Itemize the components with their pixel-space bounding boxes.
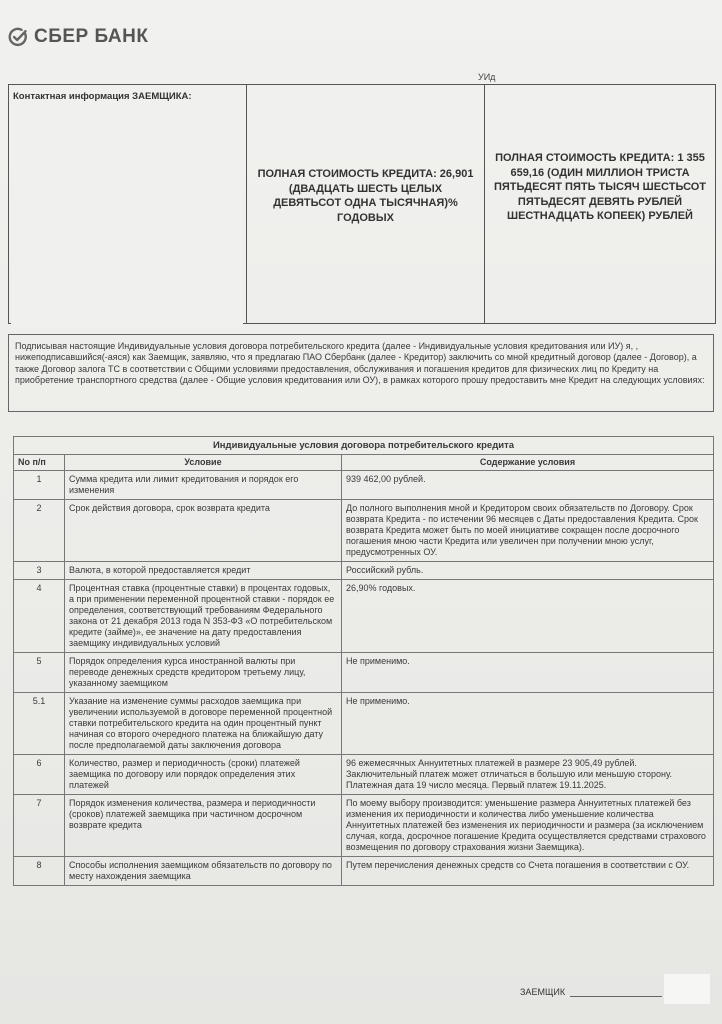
row-condition: Сумма кредита или лимит кредитования и порядок его изменения [65, 471, 342, 500]
table-title: Индивидуальные условия договора потребительского кредита [14, 437, 714, 455]
contact-info-cell [9, 85, 247, 323]
row-content: До полного выполнения мной и Кредитором своих обязательств по Договору. Срок возврата Кредита - по истечении 96 месяцев с Даты предоставления Кредита. Срок возврата Кредита может быть по моей инициативе сокращен после досрочного погашения мною части Кредита или увеличен при получении мною услуг, предусмотренных ОУ. [342, 500, 714, 562]
header-condition: Условие [65, 455, 342, 471]
row-content: Не применимо. [342, 693, 714, 755]
row-condition: Валюта, в которой предоставляется кредит [65, 562, 342, 580]
full-cost-amount-cell [485, 85, 715, 323]
row-condition: Порядок определения курса иностранной валюты при переводе денежных средств кредитором третьему лицу, указанному заемщиком [65, 653, 342, 693]
redacted-signature [664, 974, 710, 1004]
row-condition: Срок действия договора, срок возврата кредита [65, 500, 342, 562]
signature-line [570, 996, 662, 997]
full-cost-percent-cell [247, 85, 485, 323]
header-num: No п/п [14, 455, 65, 471]
table-header-row [14, 455, 714, 471]
full-cost-amount: ПОЛНАЯ СТОИМОСТЬ КРЕДИТА: 1 355 659,16 (ОДИН МИЛЛИОН ТРИСТА ПЯТЬДЕСЯТ ПЯТЬ ТЫСЯЧ ШЕСТЬСОТ ПЯТЬДЕСЯТ ДЕВЯТЬ РУБЛЕЙ ШЕСТНАДЦАТЬ КОПЕЕК) РУБЛЕЙ [493, 152, 707, 222]
row-content: Не применимо. [342, 653, 714, 693]
table-row [14, 500, 714, 562]
row-condition: Количество, размер и периодичность (сроки) платежей заемщика по договору или порядок определения этих платежей [65, 755, 342, 795]
row-num: 7 [14, 795, 65, 857]
row-condition: Порядок изменения количества, размера и периодичности (сроков) платежей заемщика при частичном досрочном возврате кредита [65, 795, 342, 857]
row-num: 1 [14, 471, 65, 500]
row-content: По моему выбору производится: уменьшение размера Аннуитетных платежей без изменения их периодичности и количества либо уменьшение количества Аннуитетных платежей без изменения их периодичности и размера (за исключением случая, когда, досрочное погашение Кредита осуществляется средствами страхового возмещения по договору страхования жизни Заемщика). [342, 795, 714, 857]
borrower-signature-label: ЗАЕМЩИК [520, 987, 566, 997]
table-row [14, 755, 714, 795]
cost-summary-box [8, 84, 716, 324]
table-title-row [14, 437, 714, 455]
row-num: 4 [14, 580, 65, 653]
table-row [14, 580, 714, 653]
sber-check-icon [8, 27, 28, 47]
table-row [14, 857, 714, 886]
table-row [14, 471, 714, 500]
row-condition: Указание на изменение суммы расходов заемщика при увеличении используемой в договоре переменной процентной ставки потребительского кредита на один процентный пункт начиная со второго очередного платежа на ближайшую дату после предполагаемой даты заключения договора [65, 693, 342, 755]
brand-name: СБЕР БАНК [34, 26, 149, 47]
loan-conditions-table [13, 436, 714, 886]
full-cost-percent: ПОЛНАЯ СТОИМОСТЬ КРЕДИТА: 26,901 (ДВАДЦАТЬ ШЕСТЬ ЦЕЛЫХ ДЕВЯТЬСОТ ОДНА ТЫСЯЧНАЯ)% ГОДОВЫХ [257, 168, 474, 224]
table-row [14, 795, 714, 857]
row-num: 3 [14, 562, 65, 580]
redacted-area [11, 105, 243, 327]
row-content: Российский рубль. [342, 562, 714, 580]
row-condition: Процентная ставка (процентные ставки) в процентах годовых, а при применении переменной процентной ставки - порядок ее определения, соответствующий требованиям Федерального закона от 21 декабря 2013 года N 353-ФЗ «О потребительском кредите (займе)», ее значение на дату предоставления заемщику индивидуальных условий [65, 580, 342, 653]
row-content: 96 ежемесячных Аннуитетных платежей в размере 23 905,49 рублей. Заключительный платеж может отличаться в большую или меньшую сторону. Платежная дата 19 число месяца. Первый платеж 19.11.2025. [342, 755, 714, 795]
table-row [14, 653, 714, 693]
row-num: 5 [14, 653, 65, 693]
intro-paragraph: Подписывая настоящие Индивидуальные условия договора потребительского кредита (далее - Индивидуальные условия кредитования или ИУ) я, , нижеподписавшийся(-аяся) как Заемщик, заявляю, что я предлагаю ПАО Сбербанк (далее - Кредитор) заключить со мной кредитный договор (далее - Договор), а также Договор залога ТС в соответствии с Общими условиями предоставления, обслуживания и погашения кредитов для физических лиц по Кредиту на приобретение транспортного средства (далее - Общие условия кредитования или ОУ), в рамках которого прошу предоставить мне Кредит на следующих условиях: [8, 334, 714, 412]
uid-label: УИд [478, 72, 496, 82]
row-num: 8 [14, 857, 65, 886]
header-content: Содержание условия [342, 455, 714, 471]
row-num: 6 [14, 755, 65, 795]
row-content: 26,90% годовых. [342, 580, 714, 653]
row-num: 5.1 [14, 693, 65, 755]
table-row [14, 693, 714, 755]
row-condition: Способы исполнения заемщиком обязательств по договору по месту нахождения заемщика [65, 857, 342, 886]
contact-info-label: Контактная информация ЗАЕМЩИКА: [13, 91, 192, 102]
row-content: 939 462,00 рублей. [342, 471, 714, 500]
sber-logo [8, 26, 148, 48]
row-num: 2 [14, 500, 65, 562]
row-content: Путем перечисления денежных средств со Счета погашения в соответствии с ОУ. [342, 857, 714, 886]
table-row [14, 562, 714, 580]
